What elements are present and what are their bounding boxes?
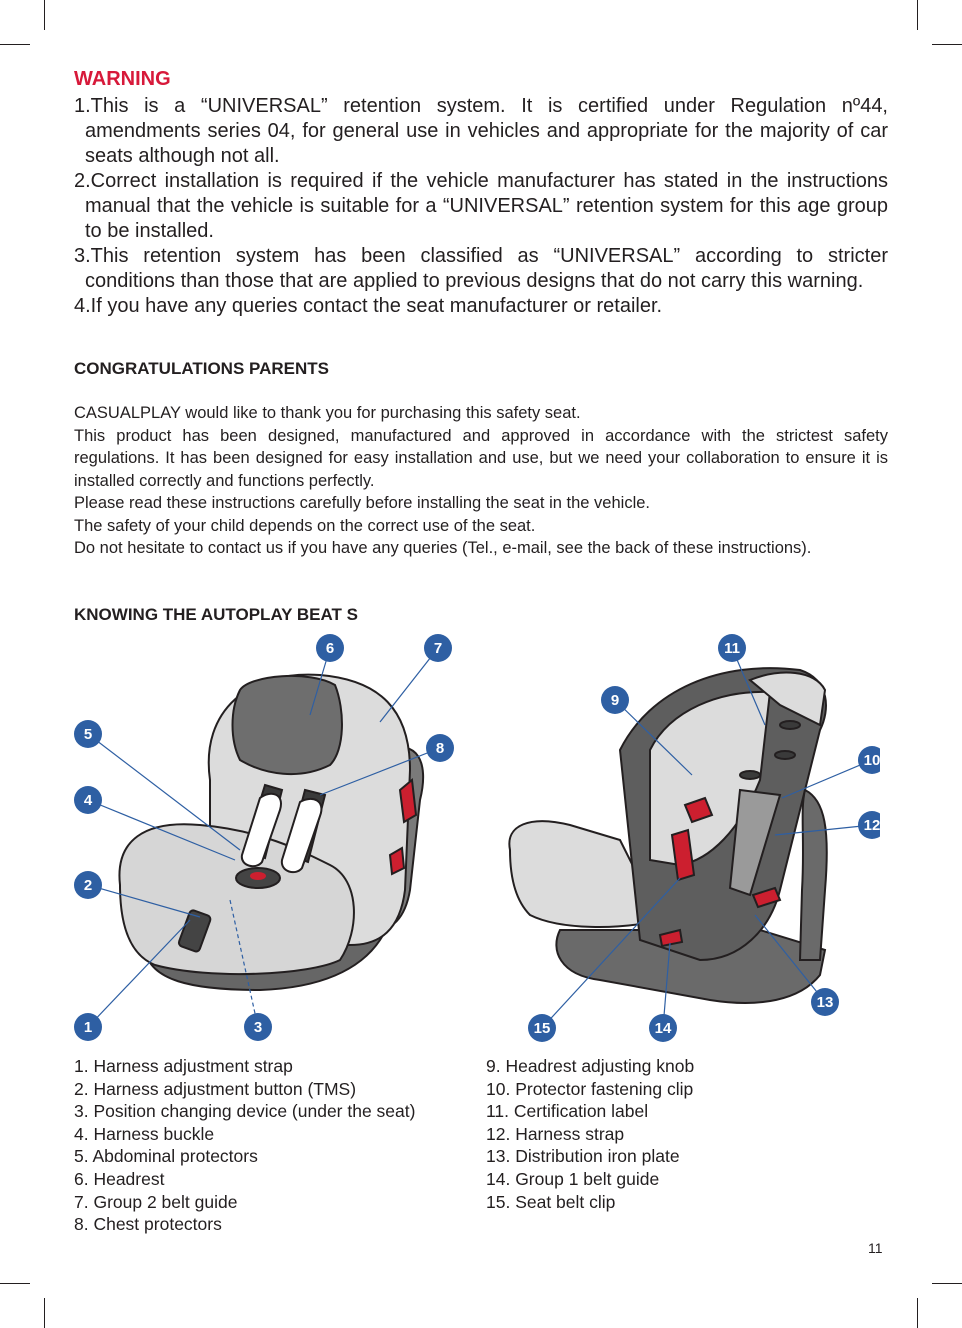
car-seat-diagram	[60, 630, 880, 1050]
callout-number: 9	[610, 692, 620, 709]
callout-badge-7	[424, 634, 452, 662]
crop-mark	[917, 1298, 918, 1328]
callout-number: 10	[863, 752, 880, 769]
callout-number: 1	[83, 1019, 93, 1036]
crop-mark	[0, 44, 30, 45]
callout-number: 7	[433, 640, 443, 657]
congrats-paragraph: Do not hesitate to contact us if you have any queries (Tel., e-mail, see the back of these instructions).	[74, 539, 812, 557]
congrats-body	[74, 402, 888, 560]
front-seat-illustration	[119, 675, 423, 990]
callout-number: 14	[654, 1020, 672, 1037]
callout-number: 8	[435, 740, 445, 757]
callout-badge-4	[74, 786, 102, 814]
warning-list	[74, 94, 888, 319]
warning-item: 1.This is a “UNIVERSAL” retention system. It is certified under Regulation nº44, amendments series 04, for general use in vehicles and appropriate for the majority of car seats although not all.	[74, 95, 888, 167]
callout-number: 15	[533, 1020, 551, 1037]
crop-mark	[44, 1298, 45, 1328]
callout-number: 12	[863, 817, 880, 834]
legend-item: 4. Harness buckle	[74, 1123, 215, 1144]
crop-mark	[44, 0, 45, 30]
legend-item: 2. Harness adjustment button (TMS)	[74, 1078, 357, 1099]
callout-number: 3	[253, 1019, 263, 1036]
callout-badge-6	[316, 634, 344, 662]
callout-number: 5	[83, 726, 93, 743]
callout-badge-9	[601, 686, 629, 714]
callout-badge-12	[858, 811, 880, 839]
congrats-heading: CONGRATULATIONS PARENTS	[74, 359, 329, 378]
legend-item: 5. Abdominal protectors	[74, 1146, 258, 1167]
legend-item: 6. Headrest	[74, 1168, 165, 1189]
callout-badge-11	[718, 634, 746, 662]
legend-item: 14. Group 1 belt guide	[486, 1168, 660, 1189]
callout-number: 2	[83, 877, 93, 894]
congrats-paragraph: Please read these instructions carefully before installing the seat in the vehicle.	[74, 494, 650, 512]
callout-number: 4	[83, 792, 93, 809]
callout-badge-10	[858, 746, 880, 774]
legend-item: 10. Protector fastening clip	[486, 1078, 694, 1099]
legend-right	[486, 1055, 694, 1213]
congrats-paragraph: This product has been designed, manufactured and approved in accordance with the strictest safety regulations. It has been designed for easy installation and use, but we need your collaboration to ensure it is installed correctly and functions perfectly.	[74, 426, 888, 490]
crop-mark	[0, 1283, 30, 1284]
callout-number: 6	[325, 640, 335, 657]
warning-item: 3.This retention system has been classified as “UNIVERSAL” according to stricter conditions than those that are applied to previous designs that do not carry this warning.	[74, 245, 888, 292]
legend-item: 7. Group 2 belt guide	[74, 1191, 238, 1212]
callout-number: 11	[724, 640, 740, 657]
callout-badge-14	[649, 1014, 677, 1042]
legend-item: 13. Distribution iron plate	[486, 1146, 680, 1167]
legend-item: 11. Certification label	[486, 1101, 649, 1122]
congrats-paragraph: The safety of your child depends on the correct use of the seat.	[74, 516, 536, 535]
legend-item: 12. Harness strap	[486, 1123, 625, 1144]
legend-item: 9. Headrest adjusting knob	[486, 1056, 695, 1076]
callout-badge-5	[74, 720, 102, 748]
side-seat-illustration	[509, 668, 826, 1003]
legend-item: 1. Harness adjustment strap	[74, 1056, 293, 1076]
legend-item: 8. Chest protectors	[74, 1214, 222, 1235]
legend-item: 15. Seat belt clip	[486, 1191, 616, 1212]
warning-title: WARNING	[74, 68, 171, 90]
crop-mark	[932, 44, 962, 45]
warning-item: 2.Correct installation is required if the vehicle manufacturer has stated in the instructions manual that the vehicle is suitable for a “UNIVERSAL” retention system for this age group to be installed.	[74, 170, 888, 242]
callout-badge-3	[244, 1013, 272, 1041]
warning-item: 4.If you have any queries contact the seat manufacturer or retailer.	[74, 295, 663, 317]
callout-number: 13	[816, 994, 834, 1011]
legend-item: 3. Position changing device (under the seat)	[74, 1101, 416, 1122]
callout-badge-1	[74, 1013, 102, 1041]
callout-badge-8	[426, 734, 454, 762]
crop-mark	[932, 1283, 962, 1284]
callout-badge-15	[528, 1014, 556, 1042]
congrats-paragraph: CASUALPLAY would like to thank you for purchasing this safety seat.	[74, 404, 581, 422]
page-number: 11	[868, 1240, 883, 1256]
callout-badge-13	[811, 988, 839, 1016]
callout-badge-2	[74, 871, 102, 899]
crop-mark	[917, 0, 918, 30]
legend-left	[74, 1055, 415, 1236]
knowing-heading: KNOWING THE AUTOPLAY BEAT S	[74, 605, 358, 624]
